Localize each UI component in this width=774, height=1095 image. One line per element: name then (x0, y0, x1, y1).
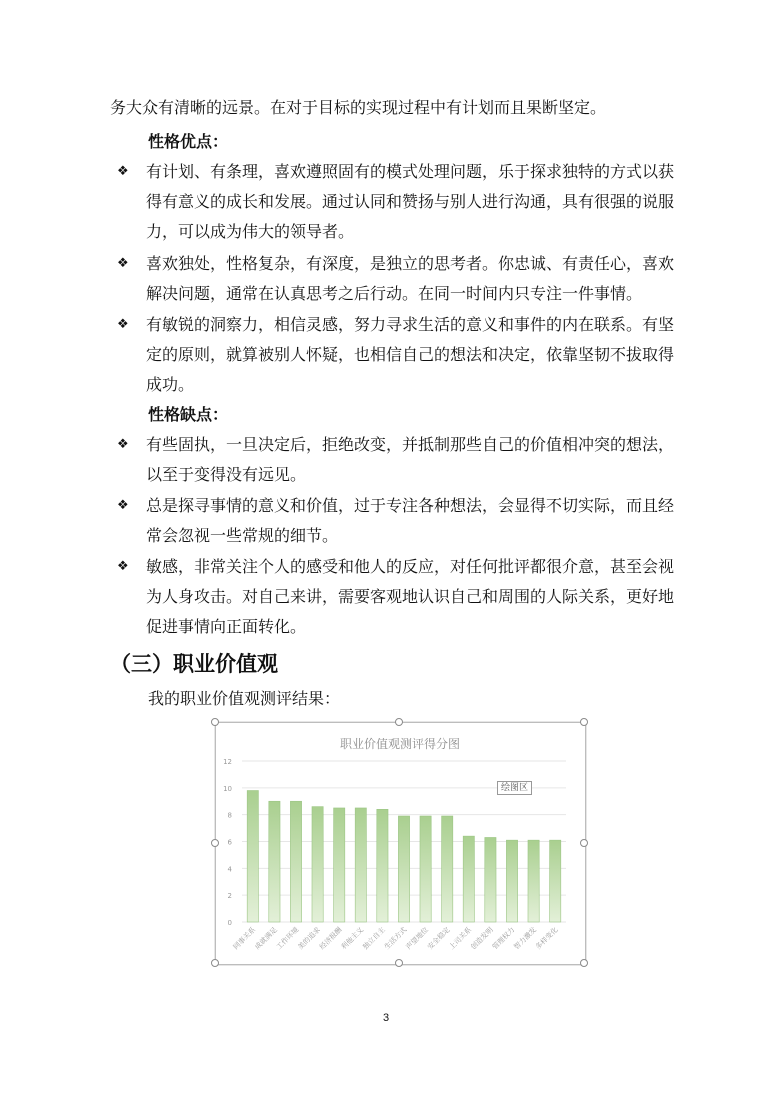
strength-1-line-3: 力，可以成为伟大的领导者。 (146, 222, 355, 241)
bar-成就满足 (269, 801, 280, 922)
y-tick-label: 6 (227, 838, 232, 847)
bar-工作环境 (290, 801, 301, 922)
bar-chart (216, 723, 585, 964)
x-tick-label: 经济报酬 (318, 925, 344, 952)
paragraph-line: 务大众有清晰的远景。在对于目标的实现过程中有计划而且果断坚定。 (110, 98, 607, 117)
x-tick-label: 智力激发 (512, 925, 539, 952)
y-tick-label: 4 (227, 865, 232, 874)
bullet-icon: ❖ (117, 498, 129, 513)
weakness-3-line-2: 为人身攻击。对自己来讲，需要客观地认识自己和周围的人际关系，更好地 (146, 587, 675, 606)
x-tick-label: 声望地位 (404, 925, 431, 952)
x-tick-label: 管理权力 (490, 925, 517, 952)
plot-area-tag[interactable]: 绘图区 (497, 781, 532, 795)
x-tick-label: 多样变化 (534, 925, 560, 952)
y-tick-label: 12 (223, 758, 232, 766)
bar-多样变化 (550, 840, 561, 922)
bullet-icon: ❖ (117, 256, 129, 271)
resize-handle-middle-left[interactable] (211, 839, 219, 847)
strength-1-line-2: 得有意义的成长和发展。通过认同和赞扬与别人进行沟通，具有很强的说服 (146, 192, 675, 211)
strength-1-line-1: 有计划、有条理，喜欢遵照固有的模式处理问题，乐于探求独特的方式以获 (146, 162, 675, 181)
weakness-1-line-1: 有些固执，一旦决定后，拒绝改变，并抵制那些自己的价值相冲突的想法， (146, 435, 675, 454)
strength-3-line-3: 成功。 (146, 375, 195, 394)
bar-上司关系 (463, 836, 474, 922)
weakness-1-line-2: 以至于变得没有远见。 (146, 465, 307, 484)
y-tick-label: 10 (223, 784, 232, 793)
resize-handle-top-right[interactable] (580, 718, 588, 726)
bar-声望地位 (420, 816, 431, 922)
x-tick-label: 安全稳定 (426, 925, 452, 952)
resize-handle-top-left[interactable] (211, 718, 219, 726)
bullet-icon: ❖ (117, 437, 129, 452)
bullet-icon: ❖ (117, 164, 129, 179)
resize-handle-bottom-right[interactable] (580, 959, 588, 967)
x-tick-label: 上司关系 (447, 925, 474, 952)
section-heading: （三）职业价值观 (110, 652, 278, 676)
y-tick-label: 2 (227, 892, 232, 901)
bar-独立自主 (377, 809, 388, 922)
strength-2-line-1: 喜欢独处，性格复杂，有深度，是独立的思考者。你忠诚、有责任心，喜欢 (146, 254, 675, 273)
weakness-3-line-3: 促进事情向正面转化。 (146, 617, 307, 636)
bullet-icon: ❖ (117, 317, 129, 332)
x-tick-label: 利他主义 (339, 925, 366, 952)
resize-handle-middle-right[interactable] (580, 839, 588, 847)
bar-同事关系 (247, 791, 258, 922)
resize-handle-bottom-left[interactable] (211, 959, 219, 967)
resize-handle-top-middle[interactable] (395, 718, 403, 726)
bar-创造发明 (485, 837, 496, 922)
bar-经济报酬 (334, 808, 345, 922)
x-tick-label: 创造发明 (469, 925, 495, 952)
bar-利他主义 (355, 808, 366, 922)
strength-2-line-2: 解决问题，通常在认真思考之后行动。在同一时间内只专注一件事情。 (146, 284, 643, 303)
bar-生活方式 (398, 816, 409, 922)
x-tick-label: 工作环境 (274, 925, 301, 952)
page-number: 3 (383, 1012, 390, 1024)
y-tick-label: 8 (227, 811, 232, 820)
chart-frame[interactable] (215, 722, 586, 965)
weaknesses-heading: 性格缺点： (148, 405, 229, 424)
y-tick-label: 0 (227, 919, 232, 927)
bar-智力激发 (528, 840, 539, 922)
bullet-icon: ❖ (117, 559, 129, 574)
bar-安全稳定 (442, 816, 453, 922)
bar-管理权力 (506, 840, 517, 922)
x-tick-label: 美的追求 (296, 925, 323, 952)
weakness-2-line-1: 总是探寻事情的意义和价值，过于专注各种想法，会显得不切实际，而且经 (146, 496, 675, 515)
chart-intro: 我的职业价值观测评结果： (148, 689, 341, 708)
weakness-2-line-2: 常会忽视一些常规的细节。 (146, 526, 339, 545)
bar-美的追求 (312, 807, 323, 922)
strength-3-line-1: 有敏锐的洞察力，相信灵感，努力寻求生活的意义和事件的内在联系。有坚 (146, 315, 675, 334)
strength-3-line-2: 定的原则，就算被别人怀疑，也相信自己的想法和决定，依靠坚韧不拔取得 (146, 345, 675, 364)
weakness-3-line-1: 敏感，非常关注个人的感受和他人的反应，对任何批评都很介意，甚至会视 (146, 557, 675, 576)
resize-handle-bottom-middle[interactable] (395, 959, 403, 967)
chart-title: 职业价值观测评得分图 (339, 737, 461, 751)
x-tick-label: 成就满足 (253, 925, 279, 952)
x-tick-label: 同事关系 (231, 925, 258, 952)
strengths-heading: 性格优点： (148, 132, 229, 151)
x-tick-label: 生活方式 (382, 925, 409, 952)
x-tick-label: 独立自主 (361, 925, 387, 952)
